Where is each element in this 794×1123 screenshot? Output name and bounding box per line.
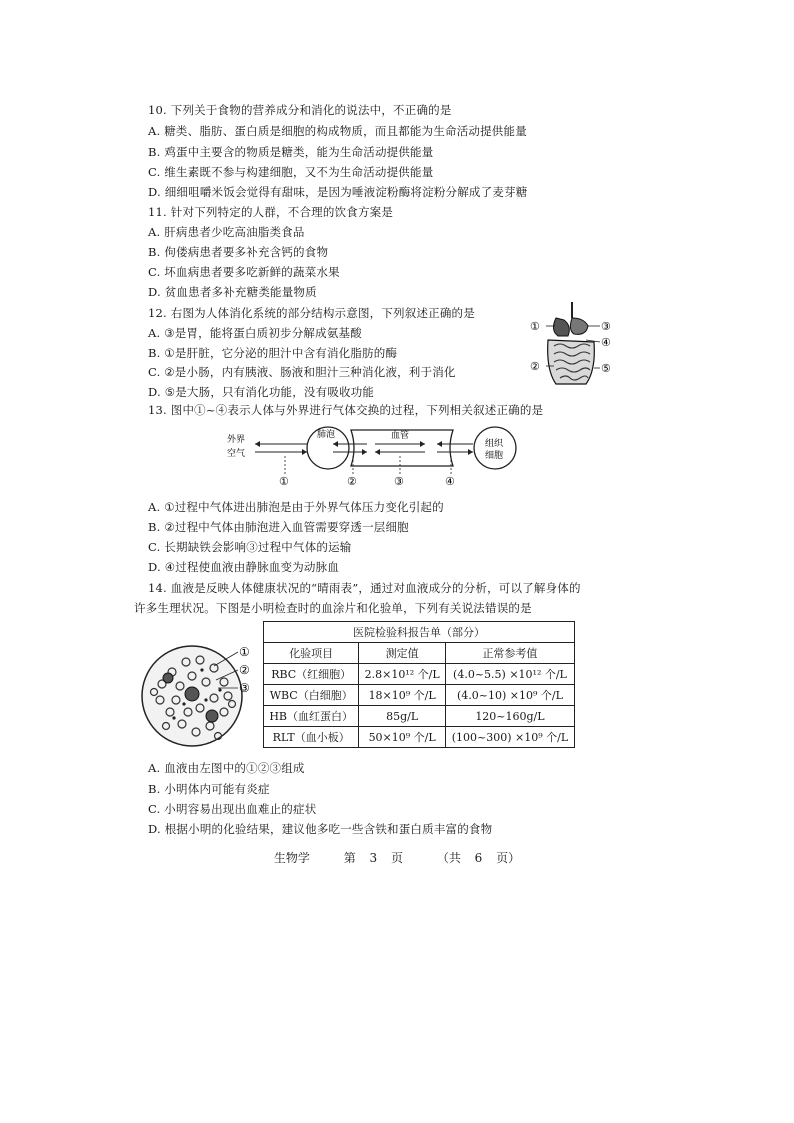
table-row [264, 727, 575, 748]
footer-page-number: 第 3 页 [343, 851, 403, 865]
footer-total-pages: （共 6 页） [436, 851, 521, 865]
lab-report-table [263, 621, 575, 748]
table-cell: HB（血红蛋白） [264, 706, 359, 727]
process-marker-4: ④ [445, 475, 455, 488]
q10-option-b: B. 鸡蛋中主要含的物质是糖类，能为生命活动提供能量 [148, 145, 434, 159]
process-marker-3: ③ [394, 475, 404, 488]
table-cell: RLT（血小板） [264, 727, 359, 748]
q12-option-a: A. ③是胃，能将蛋白质初步分解成氨基酸 [148, 326, 362, 340]
footer-subject: 生物学 [273, 851, 310, 865]
q14-stem-line1: 14. 血液是反映人体健康状况的“晴雨表”，通过对血液成分的分析，可以了解身体的 [148, 581, 581, 595]
table-cell: (4.0~10) ×10⁹ 个/L [445, 685, 574, 706]
q13-option-d: D. ④过程使血液由静脉血变为动脉血 [148, 560, 340, 574]
q10-option-d: D. 细细咀嚼米饭会觉得有甜味，是因为唾液淀粉酶将淀粉分解成了麦芽糖 [148, 185, 528, 199]
q13-option-b: B. ②过程中气体由肺泡进入血管需要穿透一层细胞 [148, 520, 409, 534]
gas-exchange-diagram [225, 422, 525, 490]
q13-option-c: C. 长期缺铁会影响③过程中气体的运输 [148, 540, 352, 554]
q11-stem: 11. 针对下列特定的人群，不合理的饮食方案是 [148, 205, 394, 219]
table-header-row [264, 643, 575, 664]
table-cell: 85g/L [359, 706, 446, 727]
digestive-label-5: ⑤ [601, 362, 611, 375]
q12-option-c: C. ②是小肠，内有胰液、肠液和胆汁三种消化液，利于消化 [148, 365, 456, 379]
q14-option-b: B. 小明体内可能有炎症 [148, 782, 270, 796]
digestive-system-figure [528, 300, 618, 400]
table-cell: 2.8×10¹² 个/L [359, 664, 446, 685]
blood-vessel-label: 血管 [391, 431, 410, 441]
table-header-reference: 正常参考值 [445, 643, 574, 664]
table-cell: (4.0~5.5) ×10¹² 个/L [445, 664, 574, 685]
q11-option-d: D. 贫血患者多补充糖类能量物质 [148, 285, 317, 299]
q14-stem-line2: 许多生理状况。下图是小明检查时的血涂片和化验单，下列有关说法错误的是 [134, 601, 532, 615]
q14-option-d: D. 根据小明的化验结果，建议他多吃一些含铁和蛋白质丰富的食物 [148, 822, 493, 836]
table-cell: RBC（红细胞） [264, 664, 359, 685]
digestive-label-2: ② [530, 360, 540, 373]
table-title: 医院检验科报告单（部分） [264, 622, 575, 643]
table-header-item: 化验项目 [264, 643, 359, 664]
smear-label-2: ② [239, 663, 250, 677]
q10-option-c: C. 维生素既不参与构建细胞，又不为生命活动提供能量 [148, 165, 434, 179]
table-row [264, 685, 575, 706]
outside-air-label-1: 外界 [227, 435, 246, 445]
process-marker-2: ② [347, 475, 357, 488]
outside-air-label-2: 空气 [227, 449, 246, 459]
q12-option-b: B. ①是肝脏，它分泌的胆汁中含有消化脂肪的酶 [148, 346, 398, 360]
q13-option-a: A. ①过程中气体进出肺泡是由于外界气体压力变化引起的 [148, 500, 444, 514]
digestive-label-3: ③ [601, 320, 611, 333]
smear-label-1: ① [239, 645, 250, 659]
smear-label-3: ③ [239, 681, 250, 695]
q10-stem: 10. 下列关于食物的营养成分和消化的说法中，不正确的是 [148, 103, 452, 117]
tissue-cell-label-1: 组织 [485, 439, 504, 449]
digestive-label-1: ① [530, 320, 540, 333]
table-header-measured: 测定值 [359, 643, 446, 664]
table-row [264, 664, 575, 685]
tissue-cell-label-2: 细胞 [485, 451, 504, 461]
q11-option-c: C. 坏血病患者要多吃新鲜的蔬菜水果 [148, 265, 340, 279]
table-cell: WBC（白细胞） [264, 685, 359, 706]
q12-stem: 12. 右图为人体消化系统的部分结构示意图，下列叙述正确的是 [148, 306, 475, 320]
process-marker-1: ① [279, 475, 289, 488]
q13-stem: 13. 图中①~④表示人体与外界进行气体交换的过程，下列相关叙述正确的是 [148, 403, 544, 417]
q10-option-a: A. 糖类、脂肪、蛋白质是细胞的构成物质，而且都能为生命活动提供能量 [148, 124, 527, 138]
q11-option-a: A. 肝病患者少吃高油脂类食品 [148, 225, 305, 239]
digestive-label-4: ④ [601, 336, 611, 349]
page-footer [0, 849, 794, 866]
table-title-row [264, 622, 575, 643]
q11-option-b: B. 佝偻病患者要多补充含钙的食物 [148, 245, 329, 259]
q12-option-d: D. ⑤是大肠，只有消化功能，没有吸收功能 [148, 385, 375, 399]
alveoli-label: 肺泡 [317, 430, 336, 440]
blood-smear-figure [140, 640, 260, 752]
table-cell: 50×10⁹ 个/L [359, 727, 446, 748]
table-row [264, 706, 575, 727]
table-cell: 18×10⁹ 个/L [359, 685, 446, 706]
q14-option-c: C. 小明容易出现出血难止的症状 [148, 802, 317, 816]
q14-option-a: A. 血液由左图中的①②③组成 [148, 761, 305, 775]
table-cell: 120~160g/L [445, 706, 574, 727]
table-cell: (100~300) ×10⁹ 个/L [445, 727, 574, 748]
